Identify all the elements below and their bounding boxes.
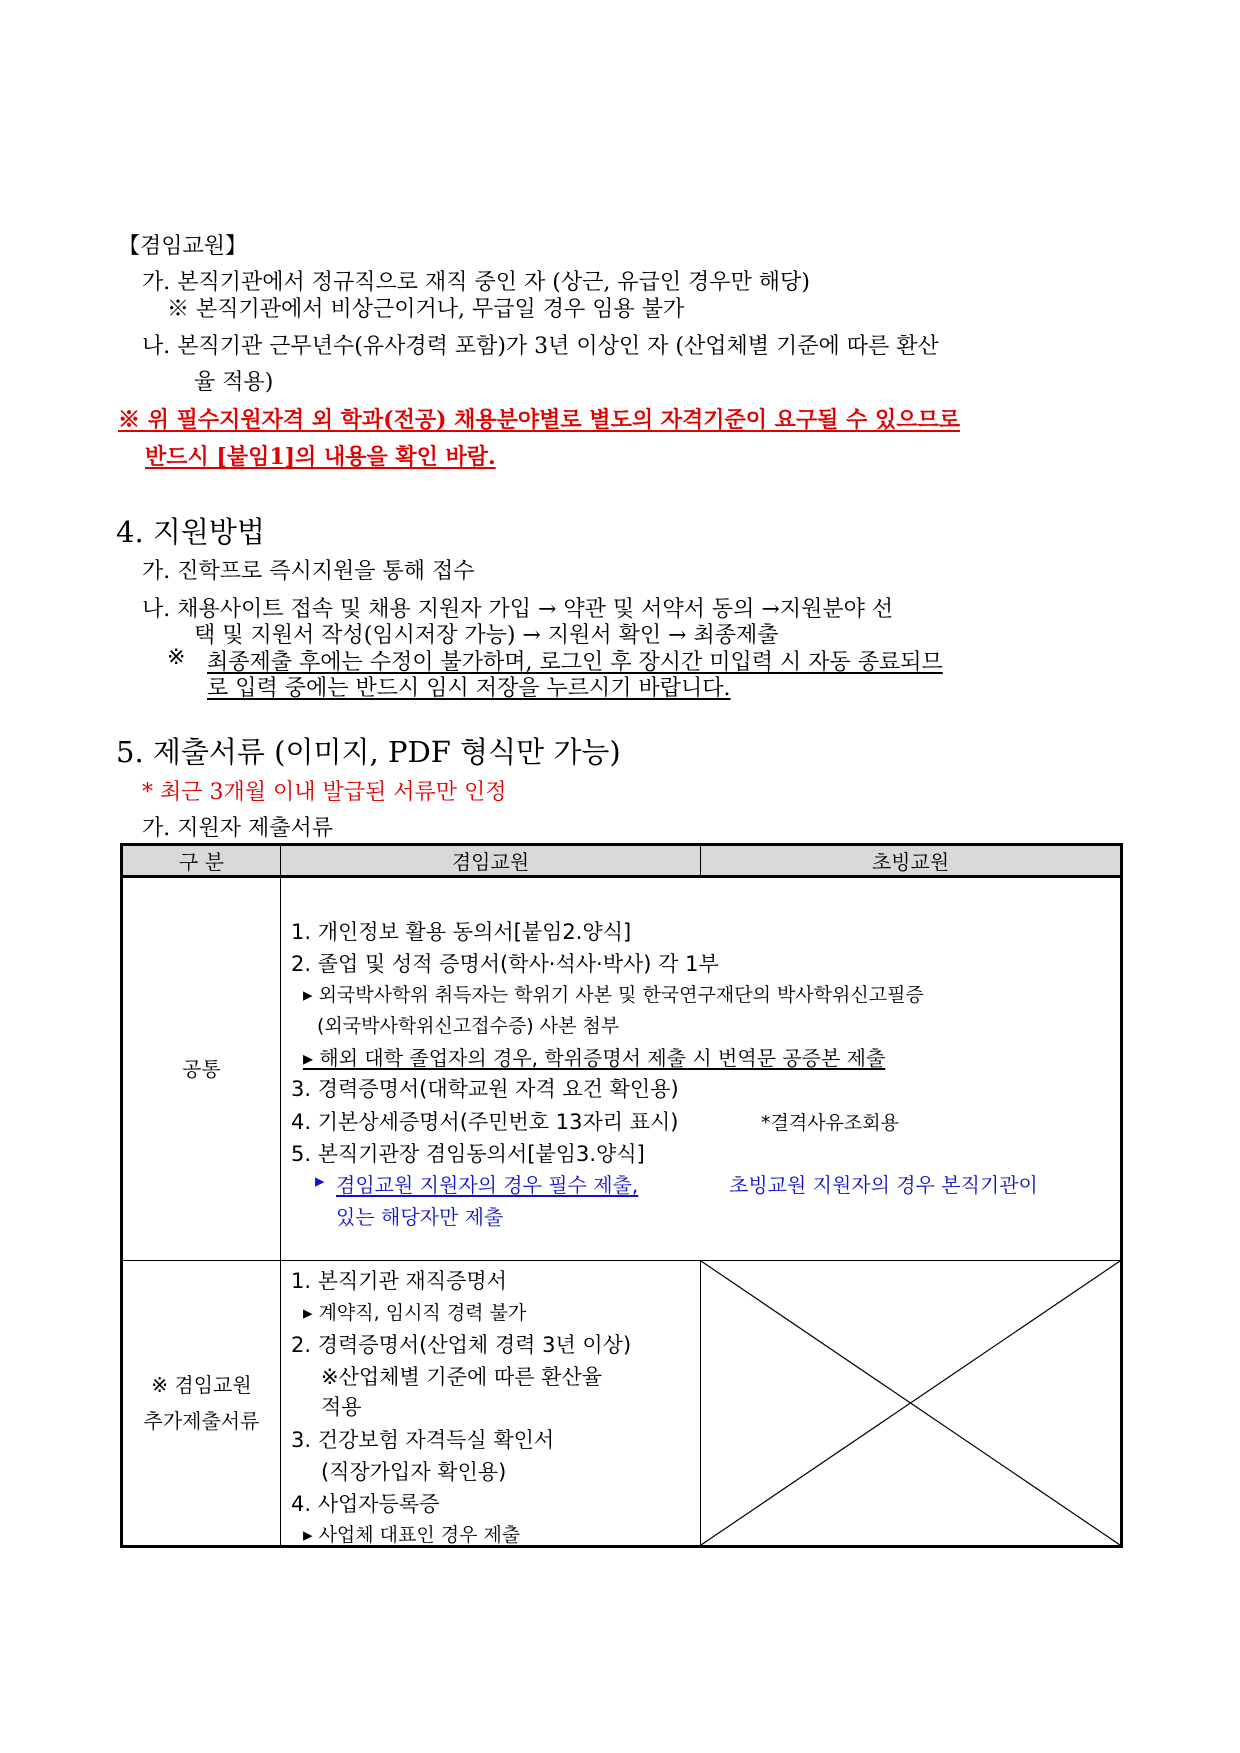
category-line: ※ 겸임교원 bbox=[151, 1373, 252, 1397]
category-common: 공통 bbox=[122, 877, 281, 1261]
adjunct-extra-documents-cell bbox=[281, 1261, 701, 1547]
list-item: ▸ 계약직, 임시직 경력 불가 bbox=[303, 1302, 527, 1324]
adjunct-warning-line2: 반드시 [붙임1]의 내용을 확인 바람. bbox=[145, 444, 496, 470]
section4-item-ga: 가. 진학프로 즉시지원을 통해 접수 bbox=[142, 559, 475, 584]
bullet-icon: ▸ bbox=[315, 1170, 325, 1192]
list-item: 2. 졸업 및 성적 증명서(학사·석사·박사) 각 1부 bbox=[291, 952, 719, 976]
list-item: 겸임교원 지원자의 경우 필수 제출, bbox=[336, 1173, 639, 1197]
not-applicable-cell bbox=[701, 1261, 1122, 1547]
list-item: 4. 기본상세증명서(주민번호 13자리 표시) bbox=[291, 1110, 679, 1134]
section4-item-na-line2: 택 및 지원서 작성(임시저장 가능) → 지원서 확인 → 최종제출 bbox=[194, 623, 779, 648]
table-header-row bbox=[122, 845, 1122, 877]
list-item: 5. 본직기관장 겸임동의서[붙임3.양식] bbox=[291, 1142, 645, 1166]
list-item: 4. 사업자등록증 bbox=[291, 1492, 440, 1516]
adjunct-item-na-line2: 율 적용) bbox=[194, 370, 274, 395]
table-row-common bbox=[122, 877, 1122, 1261]
header-category: 구 분 bbox=[122, 845, 281, 877]
adjunct-note-ga: ※ 본직기관에서 비상근이거나, 무급일 경우 임용 불가 bbox=[167, 297, 685, 322]
section5-sub: 가. 지원자 제출서류 bbox=[142, 816, 333, 841]
section4-title: 4. 지원방법 bbox=[116, 515, 265, 549]
section4-note-line2: 로 입력 중에는 반드시 임시 저장을 누르시기 바랍니다. bbox=[207, 676, 731, 701]
list-item: ※산업체별 기준에 따른 환산율 bbox=[321, 1365, 603, 1389]
section4-item-na-line1: 나. 채용사이트 접속 및 채용 지원자 가입 → 약관 및 서약서 동의 →지원분야 선 bbox=[142, 597, 894, 622]
header-adjunct: 겸임교원 bbox=[281, 845, 701, 877]
list-item: 1. 개인정보 활용 동의서[붙임2.양식] bbox=[291, 920, 632, 944]
category-adjunct-extra bbox=[122, 1261, 281, 1547]
list-item: *결격사유조회용 bbox=[761, 1112, 899, 1134]
list-item: (외국박사학위신고접수증) 사본 첨부 bbox=[317, 1015, 620, 1037]
list-item: 적용 bbox=[321, 1395, 362, 1419]
section4-note-line1: 최종제출 후에는 수정이 불가하며, 로그인 후 장시간 미입력 시 자동 종료되므 bbox=[207, 650, 943, 675]
documents-table bbox=[120, 843, 1123, 1548]
adjunct-item-ga: 가. 본직기관에서 정규직으로 재직 중인 자 (상근, 유급인 경우만 해당) bbox=[142, 270, 810, 295]
list-item: 3. 건강보험 자격득실 확인서 bbox=[291, 1428, 555, 1452]
header-invited: 초빙교원 bbox=[701, 845, 1122, 877]
common-documents-cell bbox=[281, 877, 1122, 1261]
list-item: 2. 경력증명서(산업체 경력 3년 이상) bbox=[291, 1333, 632, 1357]
list-item: 있는 해당자만 제출 bbox=[336, 1205, 504, 1229]
list-item: 초빙교원 지원자의 경우 본직기관이 bbox=[729, 1173, 1038, 1197]
adjunct-warning-line1: ※ 위 필수지원자격 외 학과(전공) 채용분야별로 별도의 자격기준이 요구될 수 있으므로 bbox=[118, 407, 960, 433]
adjunct-item-na-line1: 나. 본직기관 근무년수(유사경력 포함)가 3년 이상인 자 (산업체별 기준에 따른 환산 bbox=[142, 334, 939, 359]
cross-out-icon bbox=[701, 1261, 1120, 1545]
category-line: 추가제출서류 bbox=[143, 1409, 260, 1433]
adjunct-heading: 【겸임교원】 bbox=[118, 234, 248, 259]
list-item: ▸ 해외 대학 졸업자의 경우, 학위증명서 제출 시 번역문 공증본 제출 bbox=[303, 1046, 886, 1070]
list-item: ▸ 외국박사학위 취득자는 학위기 사본 및 한국연구재단의 박사학위신고필증 bbox=[303, 984, 924, 1006]
list-item: (직장가입자 확인용) bbox=[321, 1460, 507, 1484]
section5-note: * 최근 3개월 이내 발급된 서류만 인정 bbox=[142, 780, 507, 805]
list-item: 3. 경력증명서(대학교원 자격 요건 확인용) bbox=[291, 1077, 679, 1101]
list-item: ▸ 사업체 대표인 경우 제출 bbox=[303, 1524, 521, 1546]
table-row-adjunct-extra bbox=[122, 1261, 1122, 1547]
section4-note-mark: ※ bbox=[167, 645, 186, 670]
list-item: 1. 본직기관 재직증명서 bbox=[291, 1269, 507, 1293]
section5-title: 5. 제출서류 (이미지, PDF 형식만 가능) bbox=[116, 735, 621, 769]
